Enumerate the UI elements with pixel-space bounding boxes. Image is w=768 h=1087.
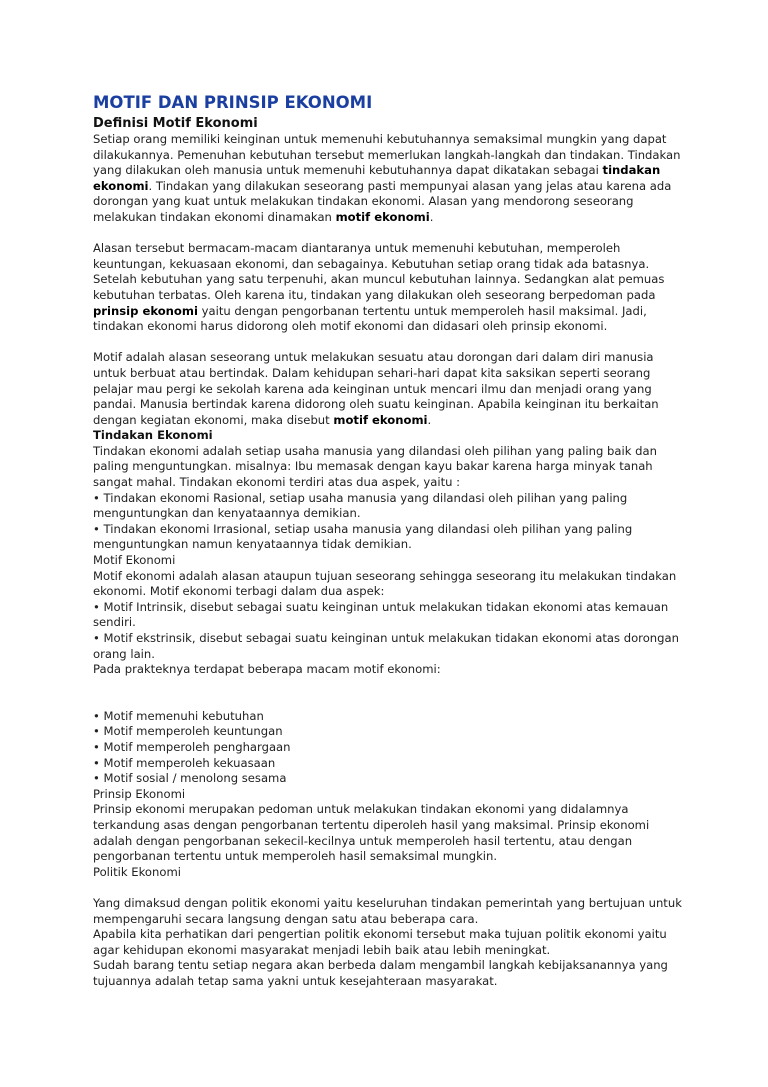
text: Motif adalah alasan seseorang untuk melakukan sesuatu atau dorongan dari dalam diri manusia untuk berbuat atau bertindak. Dalam kehidupan sehari-hari dapat kita saksikan seperti seorang pelajar mau pergi ke sekolah karena ada keinginan untuk mencari ilmu dan menjadi orang yang pandai. Manusia bertindak karena didorong oleh suatu keinginan. Apabila keinginan itu berkaitan dengan kegiatan ekonomi, maka disebut [93, 350, 659, 427]
list-item: • Motif ekstrinsik, disebut sebagai suatu keinginan untuk melakukan tidakan ekonomi atas dorongan orang lain. [93, 631, 679, 661]
paragraph-prinsip: Prinsip ekonomi merupakan pedoman untuk melakukan tindakan ekonomi yang didalamnya terkandung asas dengan pengorbanan tertentu diperoleh hasil yang maksimal. Prinsip ekonomi adalah dengan pengorbanan sekecil-kecilnya untuk memperoleh hasil tertentu, atau dengan pengorbanan tertentu untuk memperoleh hasil semaksimal mungkin. [93, 802, 650, 864]
text: . [427, 412, 432, 427]
list-item: • Motif memperoleh penghargaan [93, 740, 683, 756]
bold-term: motif ekonomi [335, 209, 430, 224]
section-heading-definisi: Definisi Motif Ekonomi [93, 116, 258, 131]
list-item: • Tindakan ekonomi Rasional, setiap usaha manusia yang dilandasi oleh pilihan yang paling menguntungkan dan kenyataannya demikian. [93, 490, 628, 521]
motif-list [93, 709, 683, 787]
list-item: • Motif memperoleh kekuasaan [93, 756, 683, 772]
list-item: • Motif Intrinsik, disebut sebagai suatu keinginan untuk melakukan tidakan ekonomi atas kemauan sendiri. [93, 599, 669, 630]
bold-term: prinsip ekonomi [93, 303, 198, 318]
paragraph-praktek: Pada prakteknya terdapat beberapa macam motif ekonomi: [93, 662, 441, 677]
bold-term: tindakan ekonomi [93, 163, 661, 193]
section-heading-prinsip: Prinsip Ekonomi [93, 786, 186, 801]
document-page [93, 93, 683, 989]
list-item: • Motif sosial / menolong sesama [93, 771, 683, 787]
paragraph-politik-3: Sudah barang tentu setiap negara akan berbeda dalam mengambil langkah kebijaksanannya yang tujuannya adalah tetap sama yakni untuk kesejahteraan masyarakat. [93, 958, 668, 988]
section-heading-politik: Politik Ekonomi [93, 864, 181, 879]
text: yaitu dengan pengorbanan tertentu untuk memperoleh hasil maksimal. Jadi, tindakan ekonomi harus didorong oleh motif ekonomi dan didasari oleh prinsip ekonomi. [93, 303, 647, 334]
bold-term: motif ekonomi [333, 412, 428, 427]
paragraph-intro [93, 132, 683, 226]
list-item: • Motif memenuhi kebutuhan [93, 709, 683, 725]
list-item: • Tindakan ekonomi Irrasional, setiap usaha manusia yang dilandasi oleh pilihan yang paling menguntungkan namun kenyataannya tidak demikian. [93, 521, 633, 552]
text: Setiap orang memiliki keinginan untuk memenuhi kebutuhannya semaksimal mungkin yang dapat dilakukannya. Pemenuhan kebutuhan tersebut memerlukan langkah-langkah dan tindakan. Tindakan yang dilakukan oleh manusia untuk memenuhi kebutuhannya dapat dikatakan sebagai [93, 132, 681, 178]
paragraph-politik-2: Apabila kita perhatikan dari pengertian politik ekonomi tersebut maka tujuan politik ekonomi yaitu agar kehidupan ekonomi masyarakat menjadi lebih baik atau lebih meningkat. [93, 927, 667, 957]
paragraph-motif [93, 350, 683, 428]
paragraph-politik-1: Yang dimaksud dengan politik ekonomi yaitu keseluruhan tindakan pemerintah yang bertujuan untuk mempengaruhi secara langsung dengan satu atau beberapa cara. [93, 895, 682, 926]
list-item: • Motif memperoleh keuntungan [93, 724, 683, 740]
text: Alasan tersebut bermacam-macam diantaranya untuk memenuhi kebutuhan, memperoleh keuntungan, kekuasaan ekonomi, dan sebagainya. Kebutuhan setiap orang tidak ada batasnya. Setelah kebutuhan yang satu terpenuhi, akan muncul kebutuhan lainnya. Sedangkan alat pemuas kebutuhan terbatas. Oleh karena itu, tindakan yang dilakukan oleh seseorang berpedoman pada [93, 241, 665, 302]
paragraph-tindakan: Tindakan ekonomi adalah setiap usaha manusia yang dilandasi oleh pilihan yang paling baik dan paling menguntungkan. misalnya: Ibu memasak dengan kayu bakar karena harga minyak tanah sangat mahal. Tindakan ekonomi terdiri atas dua aspek, yaitu : [93, 443, 657, 490]
section-heading-tindakan: Tindakan Ekonomi [93, 428, 213, 443]
text: . Tindakan yang dilakukan seseorang pasti mempunyai alasan yang jelas atau karena ada dorongan yang kuat untuk melakukan tindakan ekonomi. Alasan yang mendorong seseorang melakukan tindakan ekonomi dinamakan [93, 178, 672, 224]
paragraph-alasan [93, 241, 683, 335]
paragraph-motif-ekonomi: Motif ekonomi adalah alasan ataupun tujuan seseorang sehingga seseorang itu melakukan tindakan ekonomi. Motif ekonomi terbagi dalam dua aspek: [93, 568, 677, 599]
text: . [429, 209, 434, 224]
section-heading-motif: Motif Ekonomi [93, 553, 176, 568]
document-title: MOTIF DAN PRINSIP EKONOMI [93, 93, 373, 112]
